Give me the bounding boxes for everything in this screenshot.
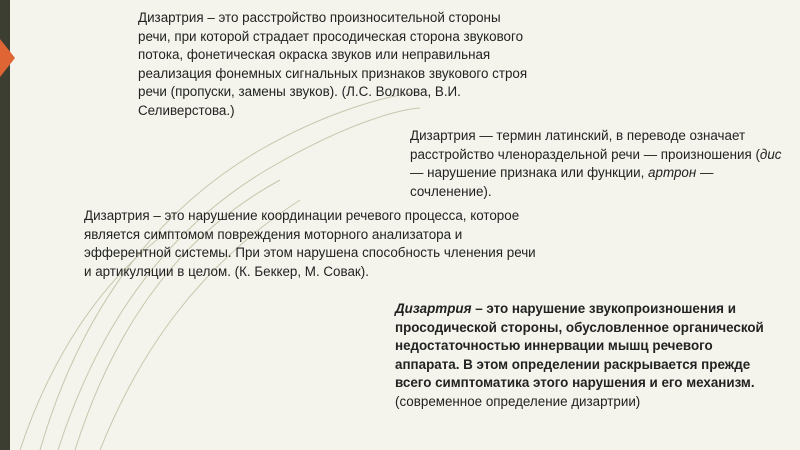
modern-term: Дизартрия [395, 301, 472, 316]
latin-term-arthron: артрон [648, 165, 697, 181]
definition-modern [395, 300, 775, 412]
definition-latin-term [410, 127, 786, 201]
latin-text-2: — нарушение признака или функции, [410, 165, 649, 181]
modern-bold-text: – это нарушение звукопроизношения и просодической стороны, обусловленное органической недостаточностью иннервации мышц речевого аппарата. В этом определении раскрывается прежде всего симптоматика этого нарушения и его механизм. [395, 301, 764, 391]
definition-volkova: Дизартрия – это расстройство произносительной стороны речи, при которой страдает просодическая сторона звукового потока, фонетическая окраска звуков или неправильная реализация фонемных сигнальных признаков звукового строя речи (пропуски, замены звуков). (Л.С. Волкова, В.И. Селиверстова.) [138, 10, 528, 118]
modern-tail: (современное определение дизартрии) [395, 393, 641, 409]
definition-becker-sovak: Дизартрия – это нарушение координации речевого процесса, которое является симптомом повреждения моторного анализатора и эфферентной системы. При этом нарушена способность членения речи и артикуляции в целом. (К. Беккер, М. Совак). [84, 208, 536, 279]
latin-text-1: Дизартрия — термин латинский, в переводе означает расстройство членораздельной речи — произношения ( [410, 128, 760, 162]
latin-text-3: — сочленение). [410, 165, 714, 199]
latin-term-dis: дис [759, 146, 782, 162]
